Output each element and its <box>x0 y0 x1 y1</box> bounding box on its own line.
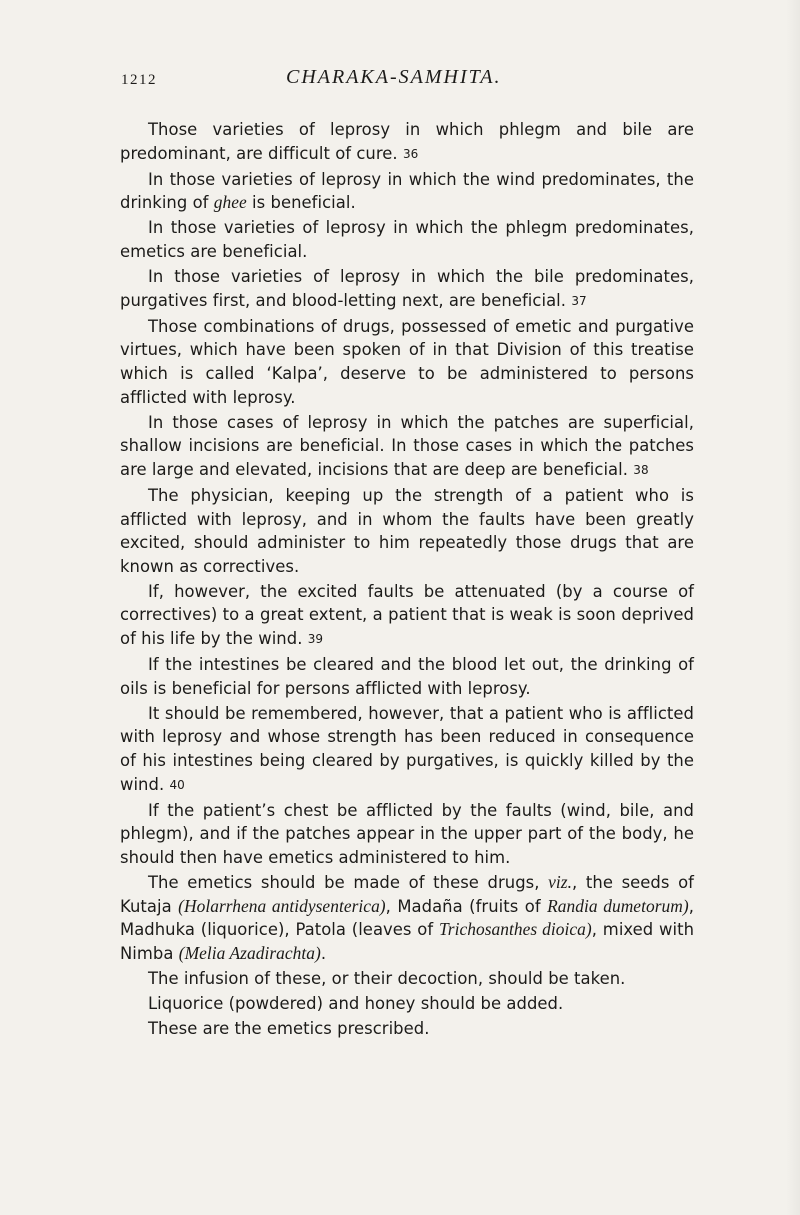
paragraph-text: In those cases of leprosy in which the patches are superficial, shallow incisions are beneficial. In those cases in which the patches are large and elevated, incisions that are deep are beneficial. <box>120 412 694 479</box>
paragraph-text: , Madaña (fruits of <box>385 896 548 916</box>
paragraph-1 <box>120 118 694 166</box>
paragraph-2 <box>120 168 694 215</box>
paragraph-text: Those varieties of leprosy in which phlegm and bile are predominant, are difficult of cure. <box>120 120 694 163</box>
paragraph-9 <box>120 653 694 700</box>
paragraph-text: , mixed with Nimba <box>120 920 695 963</box>
scan-edge-shadow <box>786 0 800 1215</box>
body-text <box>120 118 694 1042</box>
paragraph-text: , Madhuka (liquorice), Patola (leaves of <box>120 896 694 940</box>
italic-term: viz. <box>548 871 573 892</box>
paragraph-text: In those varieties of leprosy in which the phlegm predominates, emetics are beneficial. <box>120 218 694 261</box>
botanical-name: (Holarrhena antidysenterica) <box>178 895 386 916</box>
paragraph-text: The infusion of these, or their decoction, should be taken. <box>148 968 626 988</box>
paragraph-14 <box>120 992 694 1016</box>
paragraph-6 <box>120 411 694 483</box>
paragraph-text: In those varieties of leprosy in which the wind predominates, the drinking of <box>120 169 694 213</box>
paragraph-text: If the patient’s chest be afflicted by the faults (wind, bile, and phlegm), and if the patches appear in the upper part of the body, he should then have emetics administered to him. <box>120 800 694 867</box>
paragraph-8 <box>120 580 694 652</box>
paragraph-text: Liquorice (powdered) and honey should be added. <box>148 993 564 1013</box>
paragraph-text: If, however, the excited faults be attenuated (by a course of correctives) to a great extent, a patient that is weak is soon deprived of his life by the wind. <box>120 581 694 648</box>
italic-term: ghee <box>213 192 247 213</box>
paragraph-text: , the seeds of Kutaja <box>120 872 694 916</box>
paragraph-3 <box>120 216 694 263</box>
verse-number: 40 <box>169 777 185 792</box>
paragraph-5 <box>120 315 694 409</box>
botanical-name: Trichosanthes dioica) <box>438 919 592 940</box>
paragraph-7 <box>120 484 694 578</box>
botanical-name: Randia dumetorum) <box>547 895 689 916</box>
paragraph-text: These are the emetics prescribed. <box>148 1018 430 1038</box>
paragraph-11 <box>120 799 694 870</box>
paragraph-13 <box>120 967 694 991</box>
running-title: CHARAKA-SAMHITA. <box>286 66 502 88</box>
paragraph-text: . <box>320 943 327 963</box>
botanical-name: (Melia Azadirachta) <box>178 942 321 963</box>
verse-number: 37 <box>571 293 587 308</box>
paragraph-text: The physician, keeping up the strength of a patient who is afflicted with leprosy, and in whom the faults have been greatly excited, should administer to him repeatedly those drugs that are known as correctives. <box>120 485 694 576</box>
page-header <box>121 64 681 94</box>
paragraph-10 <box>120 702 694 797</box>
paragraph-text: The emetics should be made of these drugs, <box>148 872 549 892</box>
page-number: 1212 <box>121 72 157 88</box>
verse-number: 38 <box>633 462 649 477</box>
paragraph-4 <box>120 265 694 313</box>
paragraph-text: In those varieties of leprosy in which the bile predominates, purgatives first, and blood-letting next, are beneficial. <box>120 267 694 310</box>
verse-number: 39 <box>307 631 324 646</box>
paragraph-text: is beneficial. <box>246 193 356 213</box>
paragraph-emetics <box>120 871 694 965</box>
paragraph-15 <box>120 1017 694 1041</box>
paragraph-text: Those combinations of drugs, possessed of emetic and purgative virtues, which have been spoken of in that Division of this treatise which is called ‘Kalpa’, deserve to be administered to persons afflicted with leprosy. <box>120 316 694 407</box>
paragraph-text: If the intestines be cleared and the blood let out, the drinking of oils is beneficial for persons afflicted with leprosy. <box>120 655 694 698</box>
verse-number: 36 <box>402 146 419 161</box>
paragraph-text: It should be remembered, however, that a patient who is afflicted with leprosy and whose strength has been reduced in consequence of his intestines being cleared by purgatives, is quickly killed by the wind. <box>120 703 694 794</box>
